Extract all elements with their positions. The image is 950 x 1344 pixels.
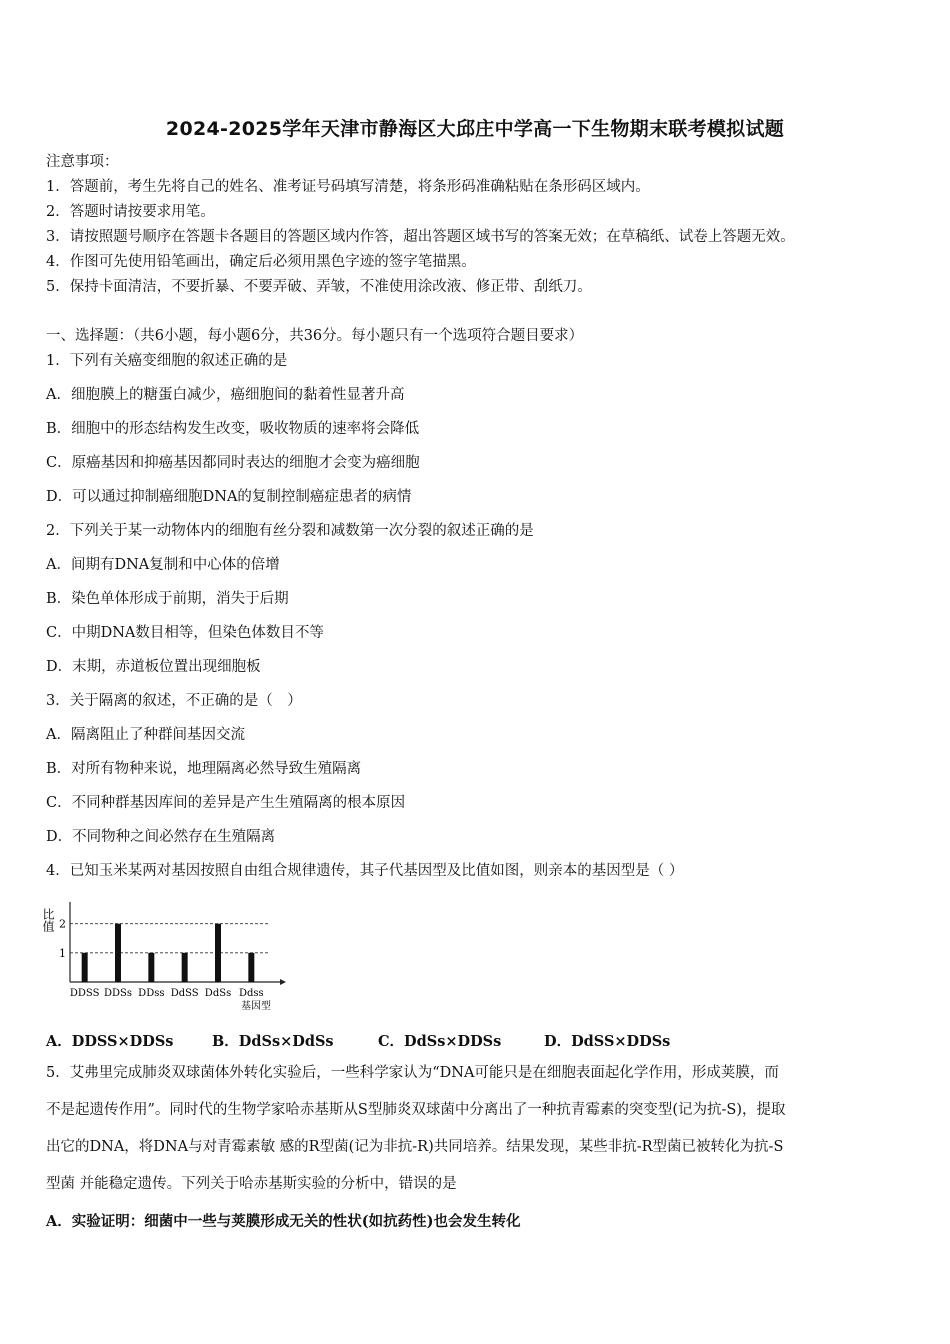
x-tick-label: DDss xyxy=(138,988,165,999)
q5-stem-line: 型菌 并能稳定遗传。下列关于哈赤基斯实验的分析中，错误的是 xyxy=(46,1176,457,1192)
q4-option-c: C．DdSs×DDSs xyxy=(378,1033,502,1050)
section-heading: 一、选择题：（共6小题，每小题6分，共36分。每小题只有一个选项符合题目要求） xyxy=(46,328,584,344)
q5-stem-line: 5．艾弗里完成肺炎双球菌体外转化实验后，一些科学家认为“DNA可能只是在细胞表面起化学作用，形成荚膜，而 xyxy=(46,1065,779,1081)
q2-option-c: C．中期DNA数目相等，但染色体数目不等 xyxy=(46,625,324,641)
q2-option-b: B．染色单体形成于前期，消失于后期 xyxy=(46,591,289,607)
genotype-ratio-chart xyxy=(40,898,290,1018)
y-axis-label: 比值 xyxy=(41,908,55,932)
q4-option-a: A．DDSS×DDSs xyxy=(46,1033,174,1050)
q3-option-b: B．对所有物种来说，地理隔离必然导致生殖隔离 xyxy=(46,761,362,777)
x-tick-label: DDSs xyxy=(103,988,133,999)
question-2-stem: 2．下列关于某一动物体内的细胞有丝分裂和减数第一次分裂的叙述正确的是 xyxy=(46,523,534,539)
y-tick-label: 2 xyxy=(59,917,66,931)
notice-item: 4．作图可先使用铅笔画出，确定后必须用黑色字迹的签字笔描黑。 xyxy=(46,254,476,270)
page-title: 2024-2025学年天津市静海区大邱庄中学高一下生物期末联考模拟试题 xyxy=(165,118,785,140)
q1-option-a: A．细胞膜上的糖蛋白减少，癌细胞间的黏着性显著升高 xyxy=(46,387,405,403)
bar-DdSS xyxy=(182,953,188,982)
question-1-stem: 1．下列有关癌变细胞的叙述正确的是 xyxy=(46,353,288,369)
notice-item: 5．保持卡面清洁，不要折暴、不要弄破、弄皱，不准使用涂改液、修正带、刮纸刀。 xyxy=(46,279,592,295)
q3-option-d: D．不同物种之间必然存在生殖隔离 xyxy=(46,829,276,845)
x-tick-label: DdSS xyxy=(170,988,199,999)
notice-item: 1．答题前，考生先将自己的姓名、准考证号码填写清楚，将条形码准确粘贴在条形码区域内。 xyxy=(46,179,650,195)
x-axis-label: 基因型 xyxy=(241,1001,271,1012)
bar-Ddss xyxy=(248,953,254,982)
y-tick-label: 1 xyxy=(59,946,66,960)
q4-options xyxy=(46,1030,670,1051)
bar-DdSs xyxy=(215,924,221,982)
x-tick-label: DdSs xyxy=(204,988,232,999)
question-4-stem: 4．已知玉米某两对基因按照自由组合规律遗传，其子代基因型及比值如图，则亲本的基因型是（ ） xyxy=(46,863,684,879)
x-tick-label: Ddss xyxy=(238,988,264,999)
bar-DDss xyxy=(148,953,154,982)
q4-option-d: D．DdSS×DDSs xyxy=(544,1033,671,1050)
q1-option-c: C．原癌基因和抑癌基因都同时表达的细胞才会变为癌细胞 xyxy=(46,455,420,471)
q2-option-a: A．间期有DNA复制和中心体的倍增 xyxy=(46,557,280,573)
bar-DDSS xyxy=(82,953,88,982)
q5-option-a: A．实验证明：细菌中一些与荚膜形成无关的性状(如抗药性)也会发生转化 xyxy=(46,1213,521,1230)
bar-DDSs xyxy=(115,924,121,982)
q5-stem-line: 不是起遗传作用”。同时代的生物学家哈赤基斯从S型肺炎双球菌中分离出了一种抗青霉素的突变型(记为抗-S)，提取 xyxy=(46,1102,786,1118)
question-3-stem: 3．关于隔离的叙述，不正确的是（ ） xyxy=(46,693,302,709)
notice-heading: 注意事项： xyxy=(46,154,119,170)
notice-item: 2．答题时请按要求用笔。 xyxy=(46,204,215,220)
q3-option-a: A．隔离阻止了种群间基因交流 xyxy=(46,727,245,743)
q4-option-b: B．DdSs×DdSs xyxy=(212,1033,334,1050)
q2-option-d: D．末期，赤道板位置出现细胞板 xyxy=(46,659,261,675)
q5-stem-line: 出它的DNA，将DNA与对青霉素敏 感的R型菌(记为非抗-R)共同培养。结果发现，某些非抗-R型菌已被转化为抗-S xyxy=(46,1139,784,1155)
q3-option-c: C．不同种群基因库间的差异是产生生殖隔离的根本原因 xyxy=(46,795,406,811)
x-axis-arrow xyxy=(280,979,286,985)
question-5 xyxy=(46,1055,908,1240)
chart-svg xyxy=(40,898,290,1018)
q1-option-b: B．细胞中的形态结构发生改变，吸收物质的速率将会降低 xyxy=(46,421,420,437)
notice-item: 3．请按照题号顺序在答题卡各题目的答题区域内作答，超出答题区域书写的答案无效；在草稿纸、试卷上答题无效。 xyxy=(46,229,795,245)
x-tick-label: DDSS xyxy=(69,988,100,999)
q1-option-d: D．可以通过抑制癌细胞DNA的复制控制癌症患者的病情 xyxy=(46,489,412,505)
